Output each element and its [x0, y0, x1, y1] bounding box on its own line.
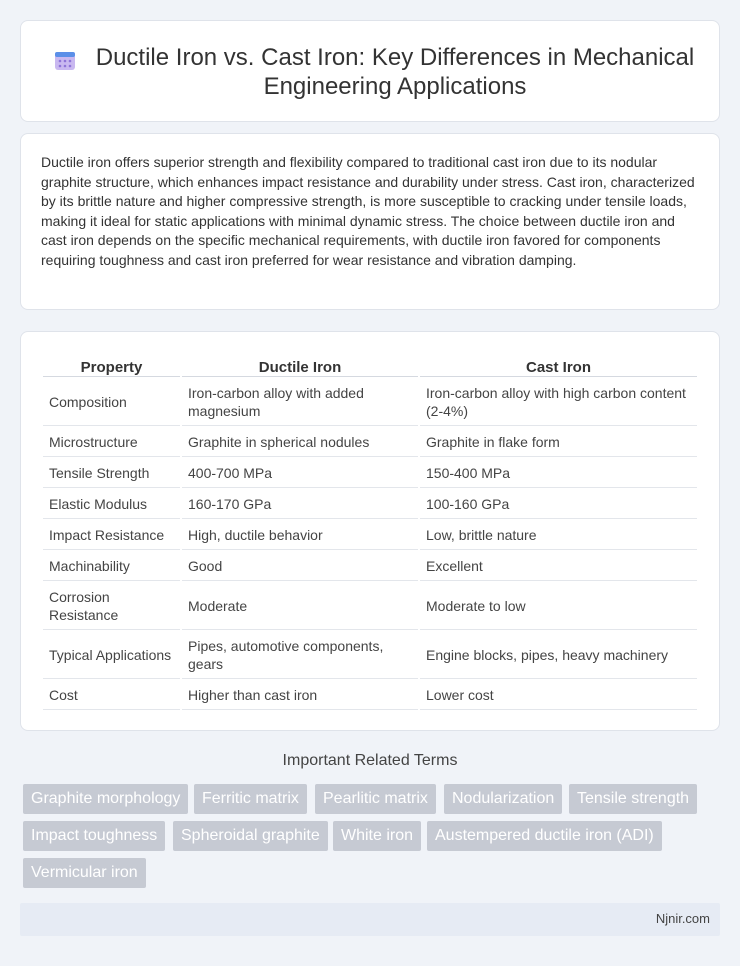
table-cell: Good — [182, 552, 418, 581]
comparison-card — [20, 331, 720, 731]
related-term-tag[interactable]: Ferritic matrix — [194, 784, 307, 814]
column-header: Cast Iron — [420, 354, 697, 377]
table-cell: Typical Applications — [43, 632, 180, 679]
table-cell: Graphite in spherical nodules — [182, 428, 418, 457]
column-header: Property — [43, 354, 180, 377]
related-term-tag[interactable]: Nodularization — [444, 784, 562, 814]
table-cell: Excellent — [420, 552, 697, 581]
table-cell: Elastic Modulus — [43, 490, 180, 519]
table-row — [43, 681, 697, 710]
table-cell: High, ductile behavior — [182, 521, 418, 550]
related-term-tag[interactable]: Austempered ductile iron (ADI) — [427, 821, 662, 851]
table-cell: Iron-carbon alloy with added magnesium — [182, 379, 418, 426]
table-row — [43, 428, 697, 457]
table-cell: Machinability — [43, 552, 180, 581]
table-cell: Graphite in flake form — [420, 428, 697, 457]
table-cell: 150-400 MPa — [420, 459, 697, 488]
page-title: Ductile Iron vs. Cast Iron: Key Differences in Mechanical Engineering Applications — [95, 44, 695, 100]
table-row — [43, 459, 697, 488]
related-term-tag[interactable]: Impact toughness — [23, 821, 165, 851]
related-terms-heading: Important Related Terms — [282, 752, 458, 769]
related-term-tag[interactable]: Spheroidal graphite — [173, 821, 328, 851]
table-cell: Moderate to low — [420, 583, 697, 630]
table-cell: Low, brittle nature — [420, 521, 697, 550]
table-cell: Higher than cast iron — [182, 681, 418, 710]
comparison-table — [41, 352, 699, 712]
table-cell: Pipes, automotive components, gears — [182, 632, 418, 679]
table-cell: Lower cost — [420, 681, 697, 710]
table-row — [43, 490, 697, 519]
table-cell: Impact Resistance — [43, 521, 180, 550]
table-cell: 100-160 GPa — [420, 490, 697, 519]
calendar-icon — [53, 48, 77, 72]
table-cell: 400-700 MPa — [182, 459, 418, 488]
table-row — [43, 632, 697, 679]
related-term-tag[interactable]: Vermicular iron — [23, 858, 146, 888]
table-row — [43, 552, 697, 581]
table-cell: Moderate — [182, 583, 418, 630]
intro-card — [20, 133, 720, 310]
table-cell: Engine blocks, pipes, heavy machinery — [420, 632, 697, 679]
table-cell: Tensile Strength — [43, 459, 180, 488]
table-cell: Iron-carbon alloy with high carbon content (2-4%) — [420, 379, 697, 426]
table-row — [43, 379, 697, 426]
related-term-tag[interactable]: Graphite morphology — [23, 784, 188, 814]
footer — [20, 903, 720, 936]
related-term-tag[interactable]: Tensile strength — [569, 784, 697, 814]
title-card — [20, 20, 720, 122]
footer-brand[interactable]: Njnir.com — [655, 911, 710, 926]
table-cell: Microstructure — [43, 428, 180, 457]
related-term-tag[interactable]: White iron — [333, 821, 421, 851]
column-header: Ductile Iron — [182, 354, 418, 377]
table-cell: Composition — [43, 379, 180, 426]
related-term-tag[interactable]: Pearlitic matrix — [315, 784, 436, 814]
table-row — [43, 521, 697, 550]
table-row — [43, 583, 697, 630]
table-cell: Corrosion Resistance — [43, 583, 180, 630]
table-cell: 160-170 GPa — [182, 490, 418, 519]
table-header-row — [43, 354, 697, 377]
intro-text: Ductile iron offers superior strength and flexibility compared to traditional cast iron due to its nodular graphite structure, which enhances impact resistance and durability under stress. Cast iron, characterized by its brittle nature and higher compressive strength, is more susceptible to cracking under tensile loads, making it ideal for static applications with minimal dynamic stress. The choice between ductile iron and cast iron depends on the specific mechanical requirements, with ductile iron favored for components requiring toughness and cast iron preferred for wear resistance and vibration damping. — [41, 154, 695, 268]
table-cell: Cost — [43, 681, 180, 710]
